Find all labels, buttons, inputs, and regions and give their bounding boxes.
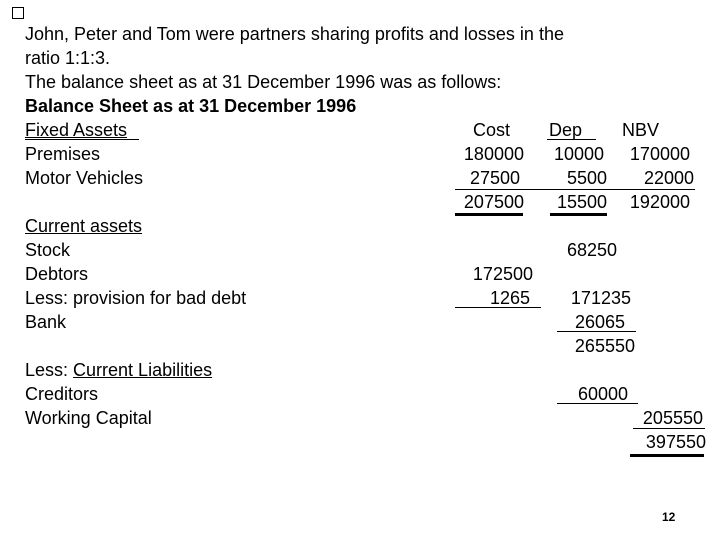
fixed-assets-total-nbv: 192000 <box>629 192 690 212</box>
current-assets-total: 265550 <box>574 336 635 356</box>
working-capital-underline <box>633 428 705 429</box>
dep-total-double-rule <box>550 213 607 216</box>
current-liabilities-heading: Current Liabilities <box>73 360 213 380</box>
less-liabilities-line <box>25 358 212 382</box>
intro-line-1: John, Peter and Tom were partners sharing profits and losses in the <box>25 24 564 44</box>
dep-header-underline <box>547 139 596 140</box>
provision-label: Less: provision for bad debt <box>25 288 247 308</box>
net-debtors-value: 171235 <box>570 288 631 308</box>
grand-total-value: 397550 <box>645 432 706 452</box>
provision-underline <box>455 307 541 308</box>
fixed-assets-underline <box>25 139 139 140</box>
creditors-label: Creditors <box>25 384 99 404</box>
fixed-assets-heading: Fixed Assets <box>25 120 128 140</box>
stock-value: 68250 <box>566 240 617 260</box>
bank-label: Bank <box>25 312 67 332</box>
premises-label: Premises <box>25 144 101 164</box>
premises-nbv: 170000 <box>629 144 690 164</box>
creditors-underline <box>557 403 638 404</box>
working-capital-label: Working Capital <box>25 408 152 428</box>
motor-vehicles-dep: 5500 <box>566 168 607 188</box>
premises-dep: 10000 <box>553 144 604 164</box>
stock-label: Stock <box>25 240 71 260</box>
cost-total-double-rule <box>455 213 523 216</box>
debtors-value: 172500 <box>472 264 533 284</box>
provision-value: 1265 <box>489 288 530 308</box>
intro-line-3: The balance sheet as at 31 December 1996 was as follows: <box>25 72 502 92</box>
bank-underline <box>557 331 636 332</box>
motor-vehicles-label: Motor Vehicles <box>25 168 144 188</box>
motor-vehicles-cost: 27500 <box>469 168 520 188</box>
working-capital-value: 205550 <box>642 408 703 428</box>
creditors-value: 60000 <box>577 384 628 404</box>
page-number: 12 <box>662 510 676 524</box>
intro-line-2: ratio 1:1:3. <box>25 48 111 68</box>
col-dep-header: Dep <box>549 120 583 140</box>
premises-cost: 180000 <box>463 144 524 164</box>
col-cost-header: Cost <box>472 120 510 140</box>
bullet-square-icon <box>12 7 24 19</box>
fixed-assets-total-dep: 15500 <box>556 192 607 212</box>
grand-total-double-rule <box>630 454 704 457</box>
current-assets-heading: Current assets <box>25 216 143 236</box>
balance-sheet-title: Balance Sheet as at 31 December 1996 <box>25 96 357 116</box>
bank-value: 26065 <box>574 312 625 332</box>
fixed-assets-total-cost: 207500 <box>463 192 524 212</box>
motor-vehicles-nbv: 22000 <box>643 168 694 188</box>
col-nbv-header: NBV <box>622 120 660 140</box>
debtors-label: Debtors <box>25 264 89 284</box>
less-prefix: Less: <box>25 360 74 380</box>
